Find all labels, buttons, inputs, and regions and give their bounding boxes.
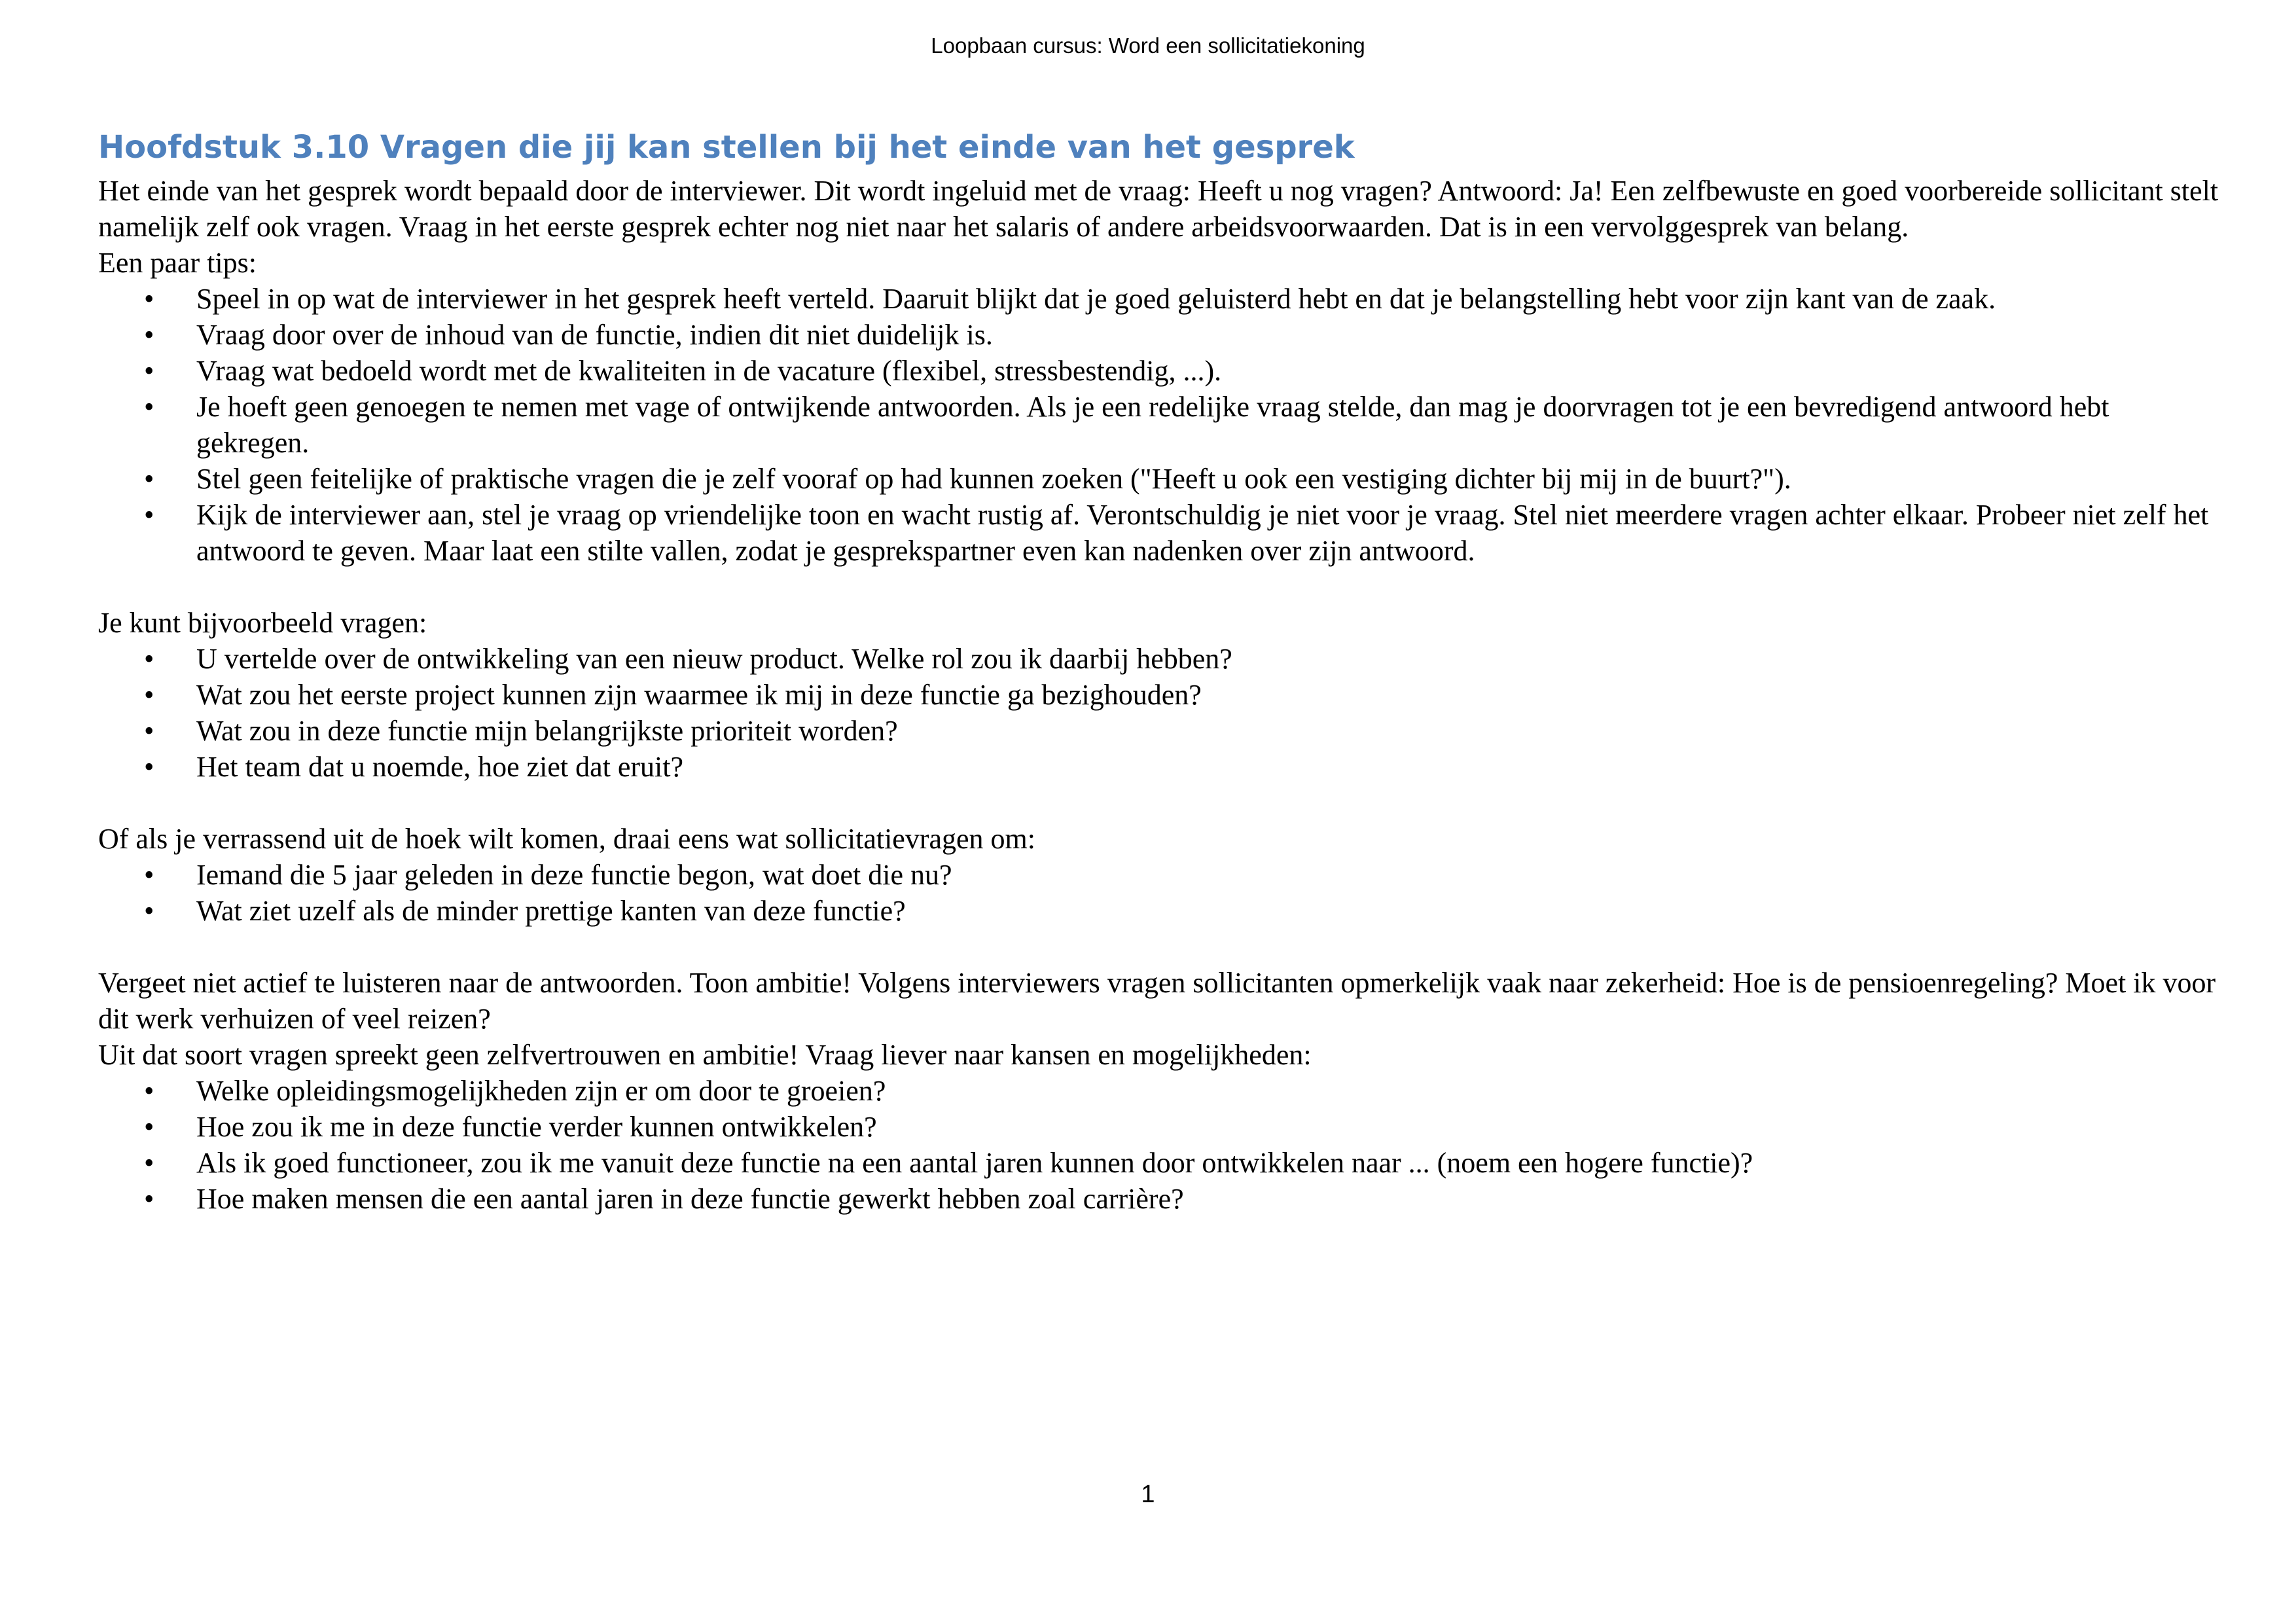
examples-label: Je kunt bijvoorbeeld vragen: [98, 607, 427, 639]
paragraph-spacer [98, 929, 2219, 965]
list-item: • Wat zou in deze functie mijn belangrijkste prioriteit worden? [196, 713, 2219, 749]
reverse-list [98, 857, 2219, 929]
tips-label: Een paar tips: [98, 247, 257, 279]
closing-paragraph-2: Uit dat soort vragen spreekt geen zelfvertrouwen en ambitie! Vraag liever naar kansen en mogelijkheden: [98, 1039, 1312, 1071]
opportunities-list [98, 1073, 2219, 1217]
reverse-label: Of als je verrassend uit de hoek wilt komen, draai eens wat sollicitatievragen om: [98, 823, 1035, 855]
list-item: • Kijk de interviewer aan, stel je vraag op vriendelijke toon en wacht rustig af. Verontschuldig je niet voor je vraag. Stel niet meerdere vragen achter elkaar. Probeer niet zelf het antwoord te geven. Maar laat een stilte vallen, zodat je gesprekspartner even kan nadenken over zijn antwoord. [196, 497, 2219, 569]
paragraph-spacer [98, 785, 2219, 821]
page-number: 1 [1141, 1481, 1155, 1508]
list-item: • Je hoeft geen genoegen te nemen met vage of ontwijkende antwoorden. Als je een redelijke vraag stelde, dan mag je doorvragen tot je een bevredigend antwoord hebt gekregen. [196, 389, 2219, 461]
closing-paragraph: Vergeet niet actief te luisteren naar de antwoorden. Toon ambitie! Volgens interviewers vragen sollicitanten opmerkelijk vaak naar zekerheid: Hoe is de pensioenregeling? Moet ik voor dit werk verhuizen of veel reizen? [98, 967, 2216, 1035]
list-item: • Speel in op wat de interviewer in het gesprek heeft verteld. Daaruit blijkt dat je goed geluisterd hebt en dat je belangstelling hebt voor zijn kant van de zaak. [196, 281, 2219, 317]
list-item: • Vraag wat bedoeld wordt met de kwaliteiten in de vacature (flexibel, stressbestendig, ...). [196, 353, 2219, 389]
list-item: • Stel geen feitelijke of praktische vragen die je zelf vooraf op had kunnen zoeken ("Heeft u ook een vestiging dichter bij mij in de buurt?"). [196, 461, 2219, 497]
examples-list [98, 641, 2219, 785]
list-item: • Als ik goed functioneer, zou ik me vanuit deze functie na een aantal jaren kunnen door ontwikkelen naar ... (noem een hogere functie)? [196, 1145, 2219, 1181]
chapter-title: Hoofdstuk 3.10 Vragen die jij kan stellen bij het einde van het gesprek [98, 129, 1355, 166]
list-item: • Wat ziet uzelf als de minder prettige kanten van deze functie? [196, 893, 2219, 929]
paragraph-spacer [98, 569, 2219, 605]
list-item: • Iemand die 5 jaar geleden in deze functie begon, wat doet die nu? [196, 857, 2219, 893]
list-item: • U vertelde over de ontwikkeling van een nieuw product. Welke rol zou ik daarbij hebben? [196, 641, 2219, 677]
list-item: • Hoe zou ik me in deze functie verder kunnen ontwikkelen? [196, 1109, 2219, 1145]
document-body [98, 124, 2219, 1217]
list-item: • Hoe maken mensen die een aantal jaren in deze functie gewerkt hebben zoal carrière? [196, 1181, 2219, 1217]
list-item: • Het team dat u noemde, hoe ziet dat eruit? [196, 749, 2219, 785]
page-header: Loopbaan cursus: Word een sollicitatiekoning [931, 33, 1365, 58]
list-item: • Wat zou het eerste project kunnen zijn waarmee ik mij in deze functie ga bezighouden? [196, 677, 2219, 713]
tips-list [98, 281, 2219, 569]
list-item: • Vraag door over de inhoud van de functie, indien dit niet duidelijk is. [196, 317, 2219, 353]
list-item: • Welke opleidingsmogelijkheden zijn er om door te groeien? [196, 1073, 2219, 1109]
intro-paragraph: Het einde van het gesprek wordt bepaald door de interviewer. Dit wordt ingeluid met de vraag: Heeft u nog vragen? Antwoord: Ja! Een zelfbewuste en goed voorbereide sollicitant stelt namelijk zelf ook vragen. Vraag in het eerste gesprek echter nog niet naar het salaris of andere arbeidsvoorwaarden. Dat is in een vervolggesprek van belang. [98, 175, 2219, 243]
